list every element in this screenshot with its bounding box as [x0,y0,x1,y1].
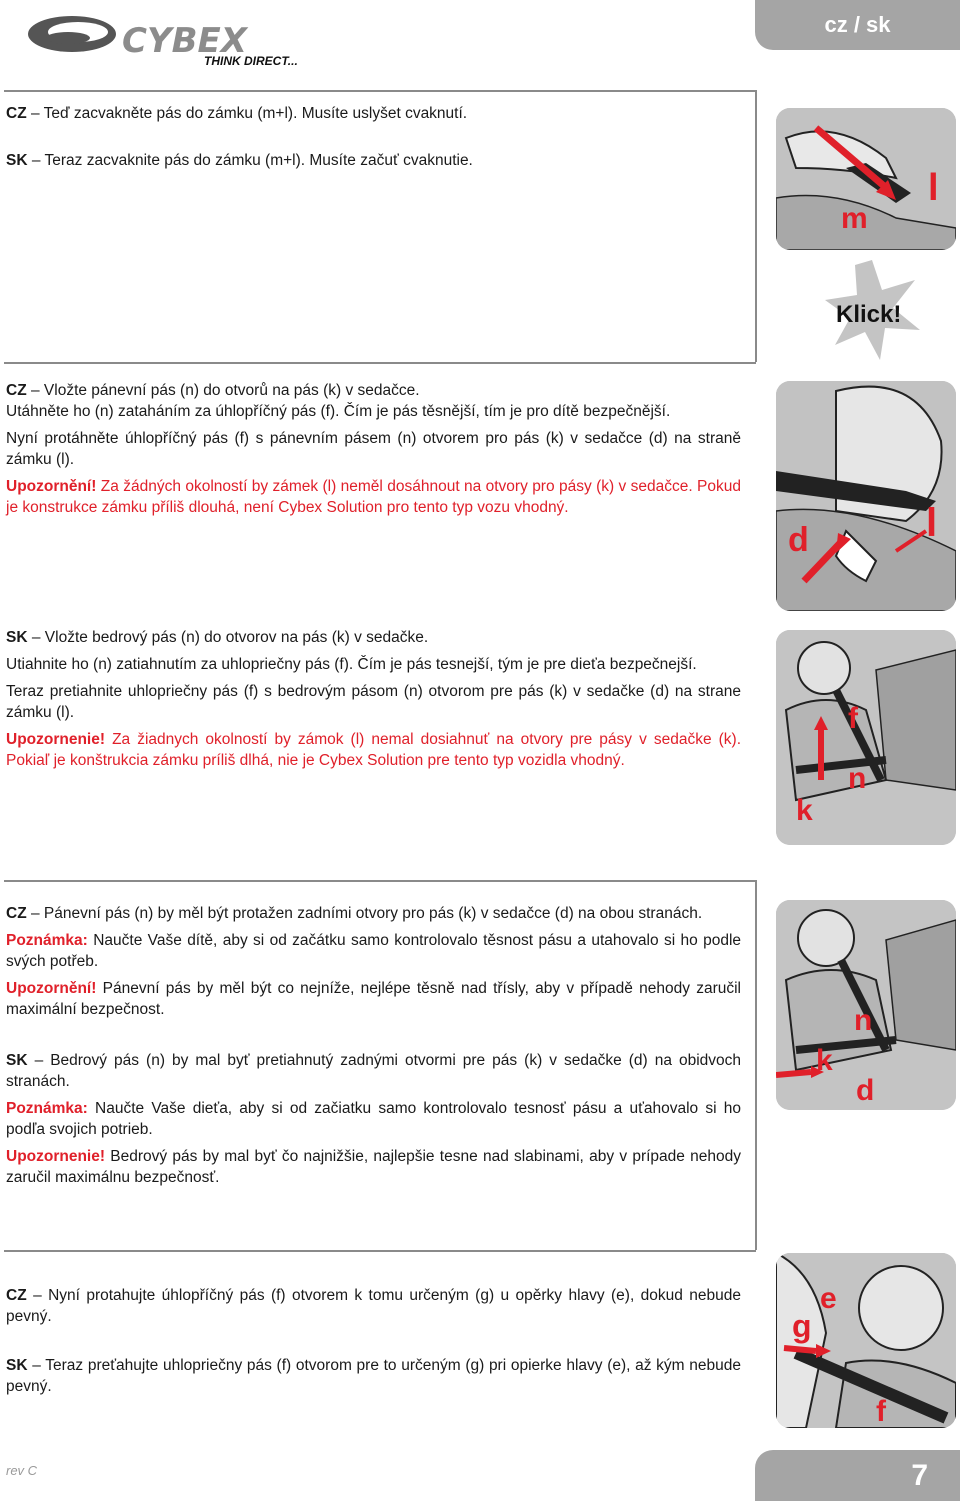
sk-warning-label: Upozornenie! [6,731,106,748]
cz-note-label: Poznámka: [6,932,88,949]
label-n: n [848,762,867,795]
section-belt-routing [6,903,741,1196]
label-e: e [820,1282,837,1315]
cz-note: Naučte Vaše dítě, aby si od začátku samo kontrolovalo těsnost pásu a utahovalo si ho podle svých potřeb. [6,932,742,970]
cz-warning-label: Upozornění! [6,478,97,495]
label-g: g [792,1308,812,1344]
divider-vertical-1 [755,90,757,362]
starburst-icon [825,260,920,360]
cz-label: CZ [6,105,27,122]
label-m: m [841,202,868,235]
illustration-lap-belt-slot [776,381,956,611]
brand-name: CYBEX [122,21,247,61]
label-n: n [854,1004,873,1037]
sk-label: SK [6,1052,28,1069]
cz-label: CZ [6,382,27,399]
illustration-child-belt-check [776,900,956,1110]
section-click-lock [6,103,746,179]
label-l: l [928,167,939,209]
cz-text: – Pánevní pás (n) by měl být protažen zadními otvory pro pás (k) v sedačce (d) na obou stranách. [30,905,703,922]
label-l: l [926,501,938,545]
cz-warning-text: Za žádných okolností by zámek (l) neměl dosáhnout na otvory pro pásy (k) v sedačce. Pokud je konstrukce zámku příliš dlouhá, není Cybex Solution pro tento typ vozu vhodný. [6,478,741,516]
language-tab: cz / sk [755,0,960,50]
sk-label: SK [6,1357,28,1374]
section-lap-belt-cz [6,380,741,526]
top-divider [4,90,756,92]
sk-warning: Bedrový pás by mal byť čo najnižšie, najlepšie tesne nad slabinami, aby v prípade nehody zaručil maximálnu bezpečnosť. [6,1148,741,1186]
label-k: k [796,794,813,827]
divider-vertical-2 [755,880,757,1250]
sk-text: – Bedrový pás (n) by mal byť pretiahnutý zadnými otvormi pre pás (k) v sedačke (d) na obidvoch stranách. [6,1052,741,1090]
sk-warning-text: Za žiadnych okolností by zámok (l) nemal dosiahnuť na otvory pre pásy v sedačke (k). Pokiaľ je konštrukcia zámku príliš dlhá, nie je Cybex Solution pre tento typ vozidla vhodný. [6,731,742,769]
section-shoulder-belt [6,1285,741,1405]
label-d: d [788,521,809,559]
brand-tagline: THINK DIRECT... [204,54,298,68]
page-number: 7 [755,1450,960,1501]
sk-label: SK [6,629,28,646]
sk-step-3: Teraz pretiahnite uhlopriečny pás (f) s bedrovým pásom (n) otvorom pre pás (k) v sedačke (d) na strane zámku (l). [6,683,741,721]
cz-warning-label: Upozornění! [6,980,97,997]
sk-warning-label: Upozornenie! [6,1148,106,1165]
label-f: f [876,1395,886,1428]
revision-label: rev C [6,1463,38,1478]
divider-1 [4,362,756,364]
cz-step-1: – Vložte pánevní pás (n) do otvorů na pás (k) v sedačce. [30,382,420,399]
sk-label: SK [6,152,28,169]
divider-2 [4,880,756,882]
section-lap-belt-sk [6,627,741,779]
cz-step-2: Utáhněte ho (n) zataháním za úhlopříčný pás (f). Čím je pás těsnější, tím je pro dítě bezpečnější. [6,403,671,420]
sk-note-label: Poznámka: [6,1100,88,1117]
sk-note: Naučte Vaše dieťa, aby si od začiatku samo kontrolovalo tesnosť pásu a uťahovalo si ho podľa svojich potrieb. [6,1100,741,1138]
label-d: d [856,1074,875,1107]
klick-callout [825,260,920,360]
cz-label: CZ [6,1287,27,1304]
sk-step-1: – Vložte bedrový pás (n) do otvorov na pás (k) v sedačke. [31,629,429,646]
cz-text: – Teď zacvakněte pás do zámku (m+l). Musíte uslyšet cvaknutí. [30,105,468,122]
sk-text: – Teraz zacvaknite pás do zámku (m+l). Musíte začuť cvaknutie. [31,152,473,169]
cz-text: – Nyní protahujte úhlopříčný pás (f) otvorem k tomu určeným (g) u opěrky hlavy (e), dokud nebude pevný. [6,1287,742,1325]
sk-step-2: Utiahnite ho (n) zatiahnutím za uhlopriečny pás (f). Čím je pás tesnejší, tým je pre dieťa bezpečnejší. [6,656,697,673]
cz-warning: Pánevní pás by měl být co nejníže, nejlépe těsně nad třísly, aby v případě nehody zaručil maximální bezpečnost. [6,980,741,1018]
cz-label: CZ [6,905,27,922]
illustration-buckle [776,108,956,250]
sk-text: – Teraz preťahujte uhlopriečny pás (f) otvorom pre to určeným (g) pri opierke hlavy (e), až kým nebude pevný. [6,1357,741,1395]
label-f: f [848,702,858,735]
cz-step-3: Nyní protáhněte úhlopříčný pás (f) s pánevním pásem (n) otvorem pro pás (k) v sedačce (d) na straně zámku (l). [6,430,741,468]
label-k: k [816,1044,833,1077]
illustration-child-lap-belt [776,630,956,845]
divider-3 [4,1250,756,1252]
illustration-shoulder-belt-guide [776,1253,956,1428]
klick-text: Klick! [836,301,902,328]
